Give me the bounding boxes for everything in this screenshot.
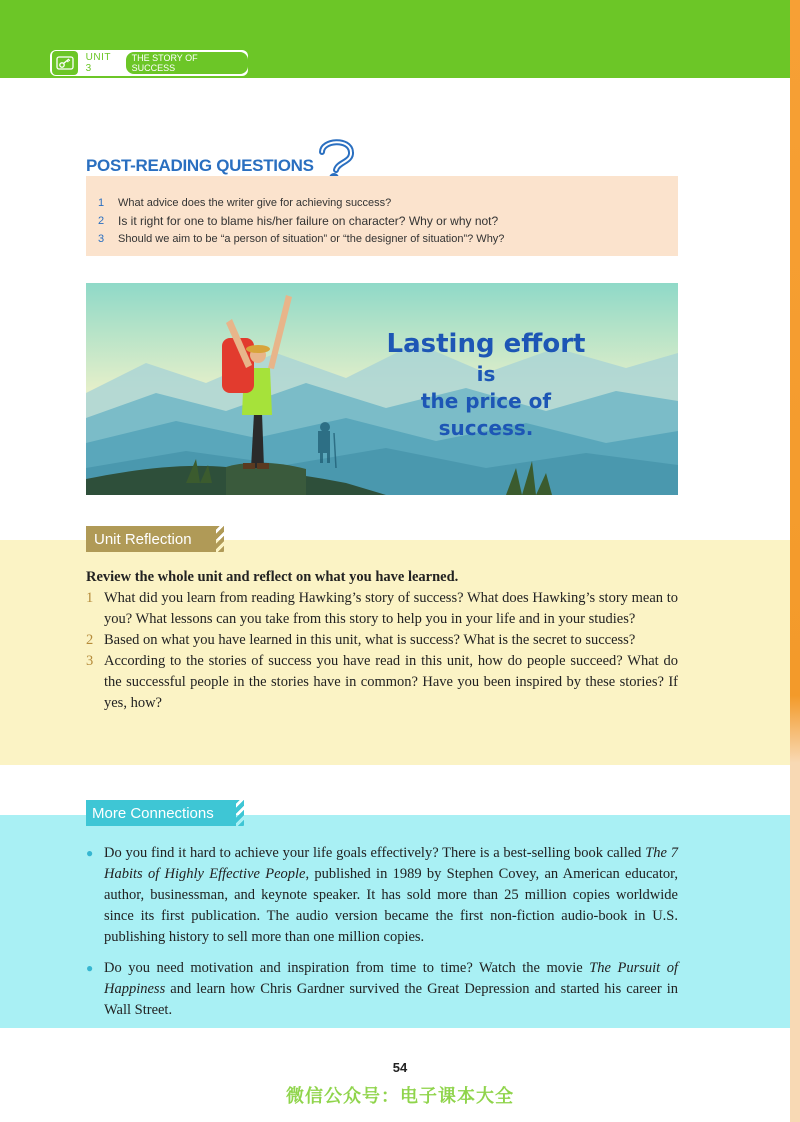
bullet-icon: ●: [86, 846, 94, 860]
watermark-text: 微信公众号：电子课本大全: [286, 1086, 514, 1107]
unit-title: THE STORY OF SUCCESS: [126, 52, 248, 74]
page-number: 54: [392, 1060, 408, 1075]
question-item: 2 Is it right for one to blame his/her failure on character? Why or why not?: [98, 214, 499, 228]
connection-item: ● Do you find it hard to achieve your life goals effectively? There is a best-selling book called The 7 Habits of Highly Effective People, published in 1989 by Stephen Covey, an American educator, author, businessman, and keynote speaker. It has sold more than 25 million copies worldwide since its first publication. The audio version became the first non-fiction audio-book in U.S. publishing history to sell more than one million copies.: [86, 843, 678, 948]
more-connections-tag: More Connections: [86, 800, 236, 826]
key-icon: [52, 51, 78, 75]
movie-title: The Pursuit of Happiness: [104, 960, 678, 997]
post-reading-title: POST-READING QUESTIONS: [86, 156, 314, 175]
side-color-bar: [790, 0, 800, 1122]
bullet-icon: ●: [86, 961, 94, 975]
question-item: 1 What advice does the writer give for achieving success?: [98, 197, 392, 209]
unit-label: UNIT 3: [85, 52, 111, 74]
reflection-heading: Review the whole unit and reflect on what you have learned.: [86, 569, 459, 585]
more-connections-content: [86, 843, 678, 1031]
book-title: The 7 Habits of Highly Effective People: [104, 845, 678, 882]
unit-reflection-tag: Unit Reflection: [86, 526, 216, 552]
unit-reflection-content: [86, 567, 678, 714]
reflection-item: 1 What did you learn from reading Hawking’s story of success? What does Hawking’s story mean to you? What lessons can you take from this story to help you in your life and in your studies?: [86, 590, 678, 627]
reflection-item: 3 According to the stories of success you have read in this unit, how do people succeed? What do the successful people in the stories have in common? Have you been inspired by these stories? If yes, how?: [86, 653, 678, 711]
banner-slogan: Lasting effort is the price of success.: [386, 329, 586, 440]
unit-tab: [50, 50, 248, 76]
reflection-item: 2 Based on what you have learned in this unit, what is success? What is the secret to success?: [86, 632, 636, 648]
motivational-banner: [86, 283, 678, 495]
question-item: 3 Should we aim to be “a person of situation” or “the designer of situation”? Why?: [98, 233, 505, 245]
connection-item: ● Do you need motivation and inspiration from time to time? Watch the movie The Pursuit of Happiness and learn how Chris Gardner survived the Great Depression and started his career in Wall Street.: [86, 958, 678, 1021]
post-reading-questions: [98, 194, 668, 248]
